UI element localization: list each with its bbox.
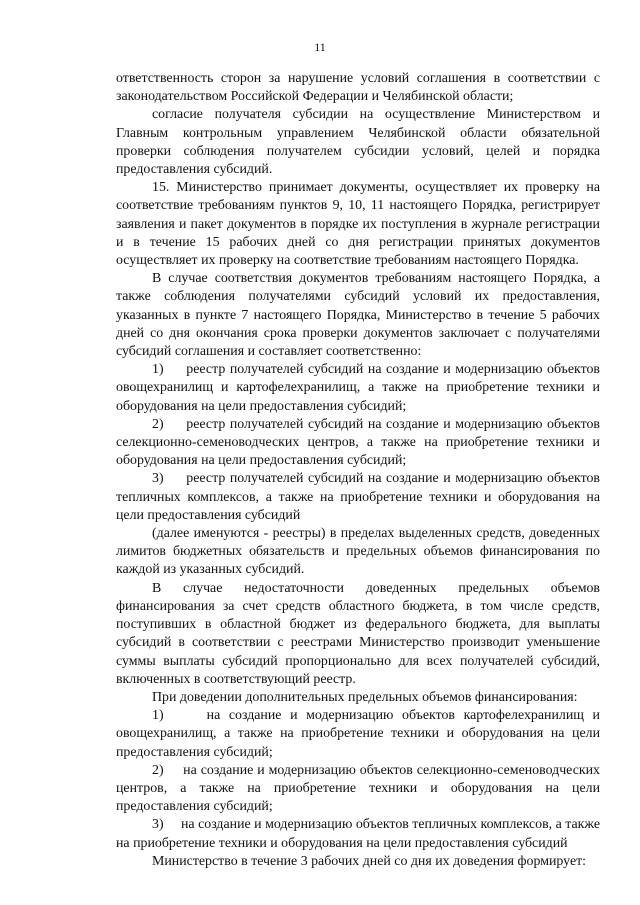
page-number: 11 [314, 40, 326, 54]
list-item-funding-3: 3) на создание и модернизацию объектов тепличных комплексов, а также на приобретение техники и оборудования на цели предоставления субсидий [116, 817, 600, 851]
list-item-funding-1: 1) на создание и модернизацию объектов картофелехранилищ и овощехранилищ, а также на приобретение техники и оборудования на цели предоставления субсидий; [116, 708, 600, 760]
document-body [116, 70, 600, 871]
paragraph-insufficiency: В случае недостаточности доведенных предельных объемов финансирования за счет средств областного бюджета, в том числе средств, поступивших в областной бюджет из федерального бюджета, для выплаты субсидий в соответствии с реестрами Министерство производит уменьшение суммы выплаты субсидий пропорционально для всех получателей субсидий, включенных в соответствующий реестр. [116, 580, 600, 687]
list-item-registry-3: 3) реестр получателей субсидий на создание и модернизацию объектов тепличных комплексов, а также на приобретение техники и оборудования на цели предоставления субсидий [116, 471, 600, 523]
paragraph-liability: ответственность сторон за нарушение условий соглашения в соответствии с законодательством Российской Федерации и Челябинской области; [116, 71, 600, 105]
paragraph-ministry-forms: Министерство в течение 3 рабочих дней со дня их доведения формирует: [152, 853, 587, 869]
list-item-funding-2: 2) на создание и модернизацию объектов селекционно-семеноводческих центров, а также на приобретение техники и оборудования на цели предоставления субсидий; [116, 762, 600, 815]
paragraph-clause-15: 15. Министерство принимает документы, осуществляет их проверку на соответствие требованиям пунктов 9, 10, 11 настоящего Порядка, регистрирует заявления и пакет документов в порядке их поступления в журнале регистрации и в течение 15 рабочих дней со дня регистрации принятых документов осуществляет их проверку на соответствие требованиям настоящего Порядка. [116, 180, 600, 269]
paragraph-consent: согласие получателя субсидии на осуществление Министерством и Главным контрольным управлением Челябинской области обязательной проверки соблюдения получателем субсидии условий, целей и порядка предоставления субсидий. [116, 107, 600, 178]
list-item-registry-1: 1) реестр получателей субсидий на создание и модернизацию объектов овощехранилищ и картофелехранилищ, а также на приобретение техники и оборудования на цели предоставления субсидий; [116, 362, 600, 414]
list-item-registry-2: 2) реестр получателей субсидий на создание и модернизацию объектов селекционно-семеноводческих центров, а также на приобретение техники и оборудования на цели предоставления субсидий; [116, 416, 600, 469]
paragraph-compliance: В случае соответствия документов требованиям настоящего Порядка, а также соблюдения получателями субсидий условий их предоставления, указанных в пункте 7 настоящего Порядка, Министерство в течение 5 рабочих дней со дня окончания срока проверки документов заключает с получателями субсидий соглашения и составляет соответственно: [116, 271, 600, 360]
paragraph-registries-note: (далее именуются - реестры) в пределах выделенных средств, доведенных лимитов бюджетных обязательств и предельных объемов финансирования по каждой из указанных субсидий. [116, 526, 600, 578]
paragraph-additional-funding: При доведении дополнительных предельных объемов финансирования: [152, 689, 578, 705]
